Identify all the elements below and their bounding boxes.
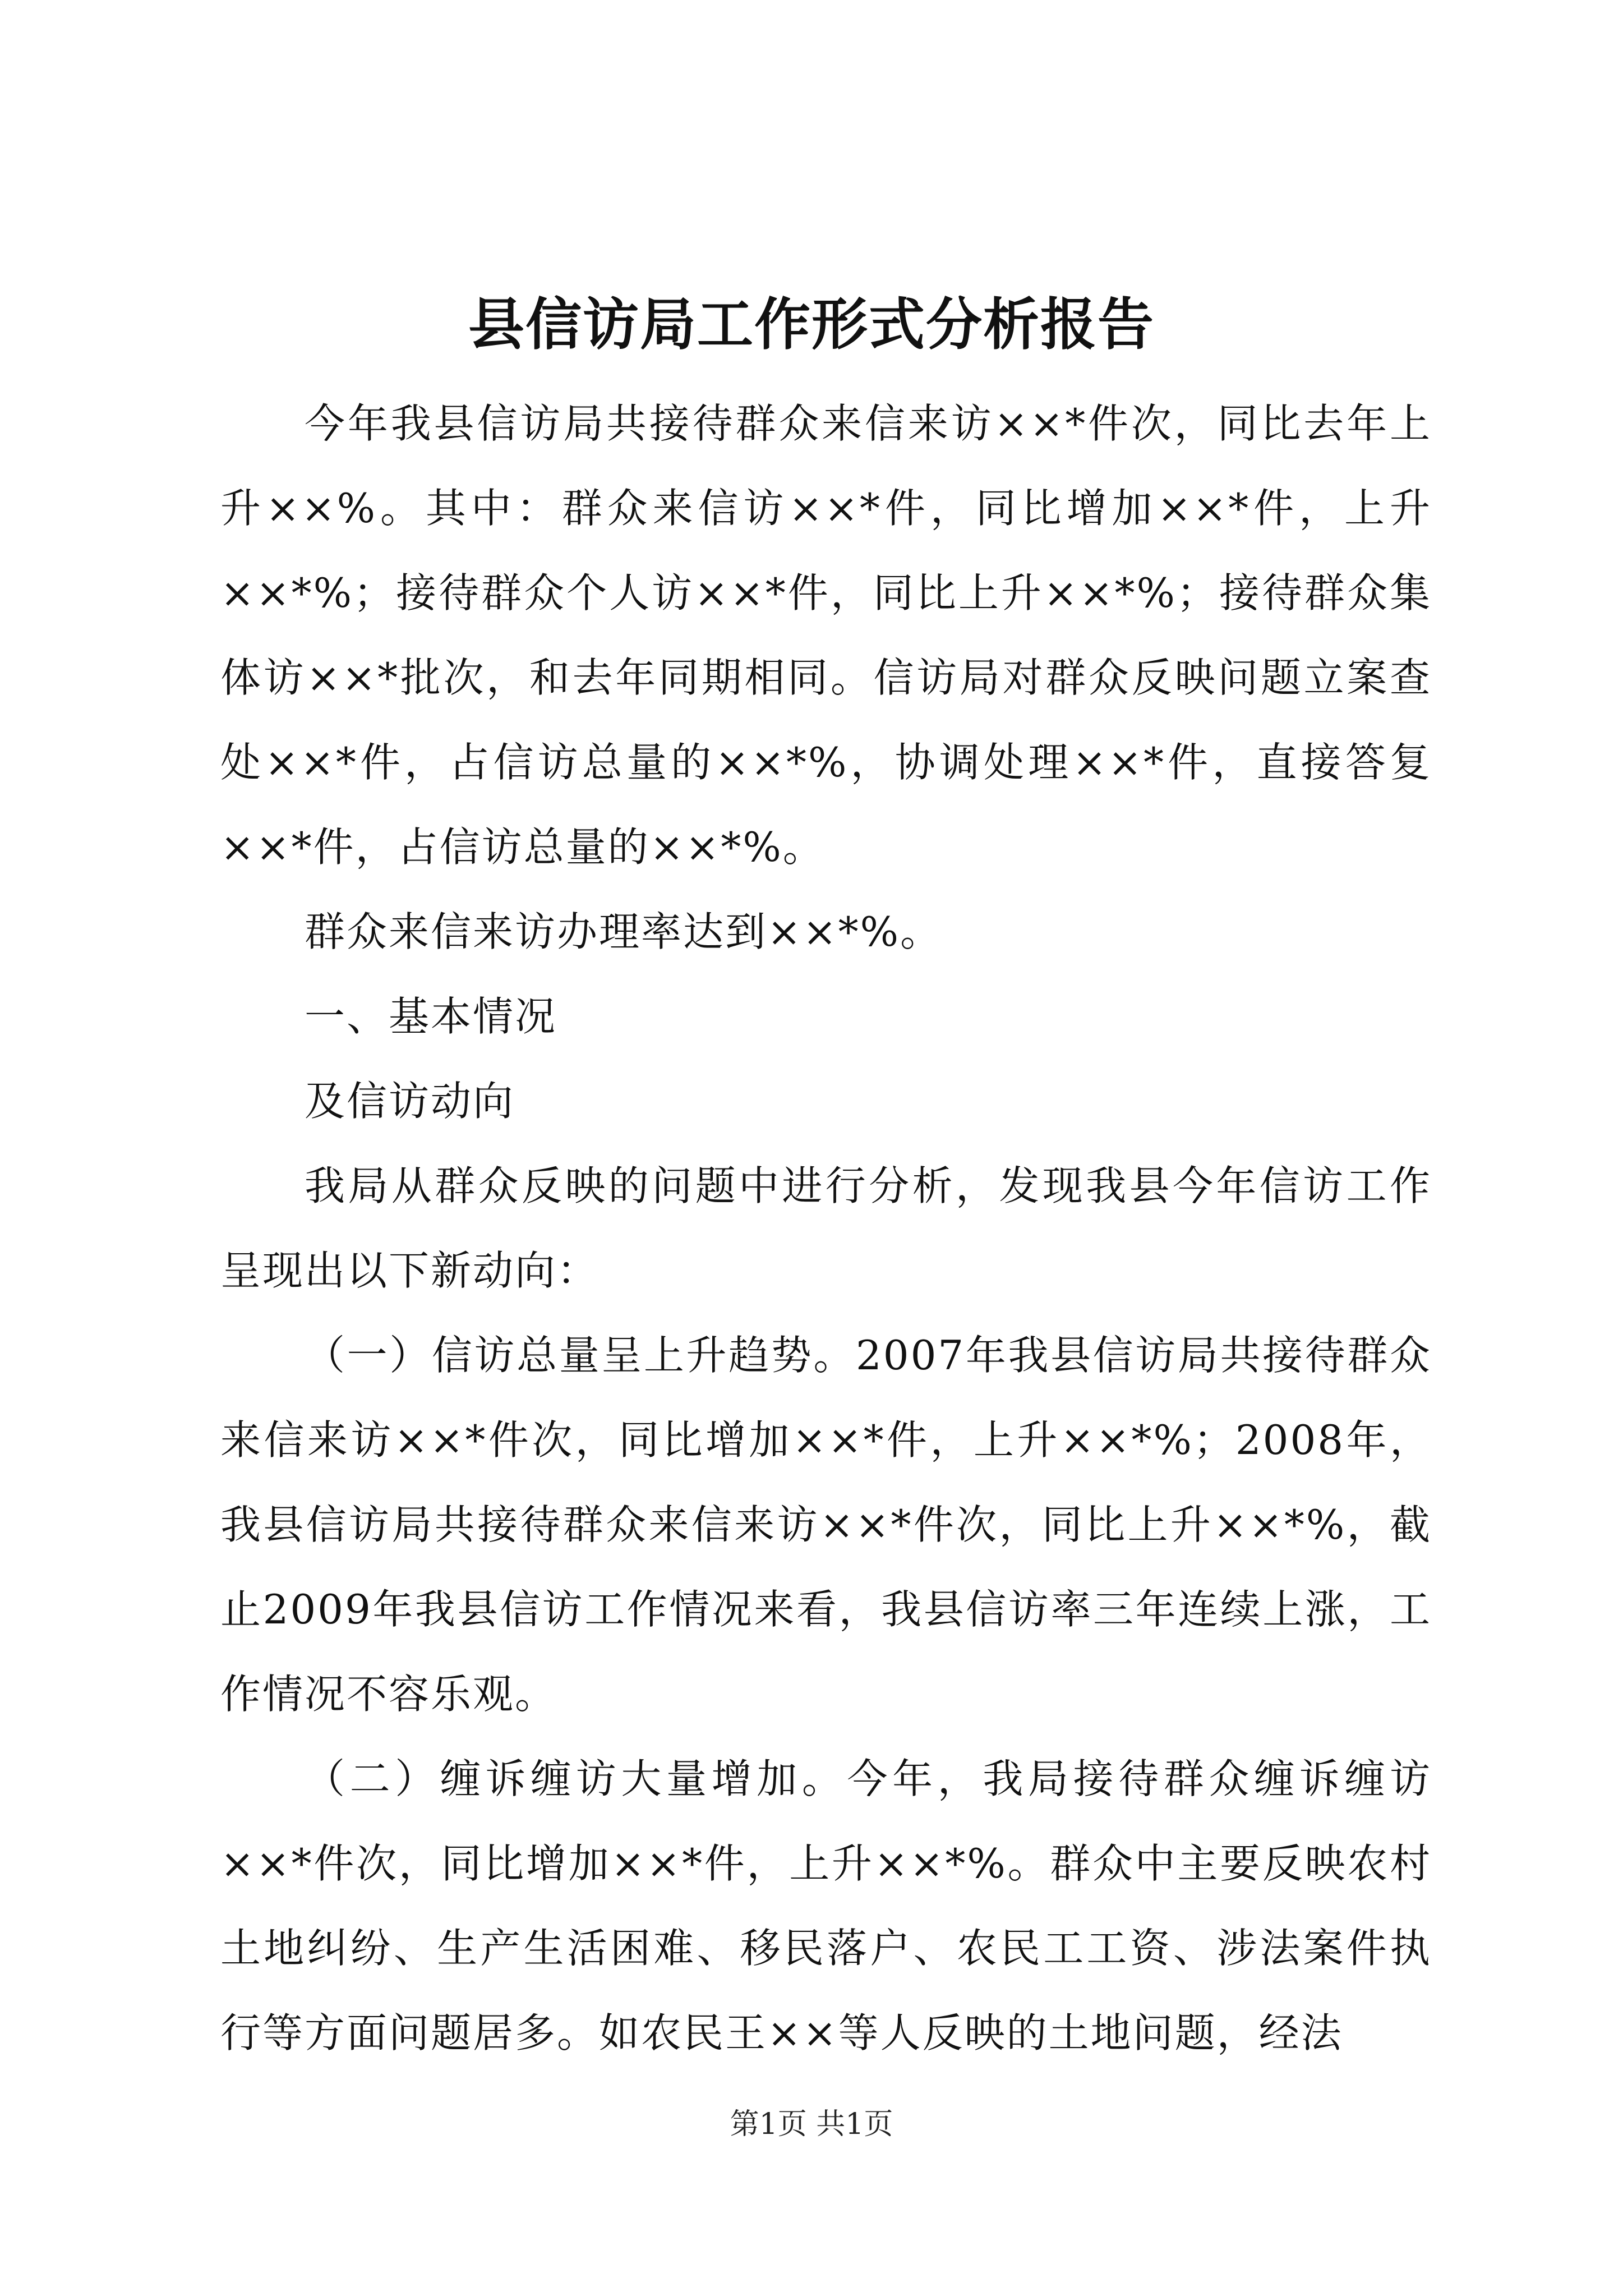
section-heading-trends: 及信访动向 [305,1078,515,1125]
paragraph-analysis-intro: 我局从群众反映的问题中进行分析，发现我县今年信访工作呈现出以下新动向： [220,1162,1432,1294]
paragraph-trend-two: （二）缠诉缠访大量增加。今年，我局接待群众缠诉缠访××*件次，同比增加××*件，上升××*%。群众中主要反映农村土地纠纷、生产生活困难、移民落户、农民工工资、涉法案件执行等方面问题居多。如农民王××等人反映的土地问题，经法 [220,1755,1432,2056]
paragraph-trend-one: （一）信访总量呈上升趋势。2007年我县信访局共接待群众来信来访××*件次，同比增加××*件，上升××*%；2008年，我县信访局共接待群众来信来访××*件次，同比上升××*%，截止2009年我县信访工作情况来看，我县信访率三年连续上涨，工作情况不容乐观。 [220,1332,1432,1718]
section-heading-basic-situation: 一、基本情况 [305,993,557,1040]
page-number-footer: 第1页 共1页 [730,2108,893,2141]
paragraph-summary: 今年我县信访局共接待群众来信来访××*件次，同比去年上升××%。其中：群众来信访××*件，同比增加××*件，上升××*%；接待群众个人访××*件，同比上升××*%；接待群众集体访××*批次，和去年同期相同。信访局对群众反映问题立案查处××*件，占信访总量的××*%，协调处理××*件，直接答复××*件，占信访总量的××*%。 [220,400,1432,871]
paragraph-handling-rate: 群众来信来访办理率达到××*%。 [305,908,943,955]
document-title: 县信访局工作形式分析报告 [468,291,1155,357]
document-body [220,381,1432,2076]
